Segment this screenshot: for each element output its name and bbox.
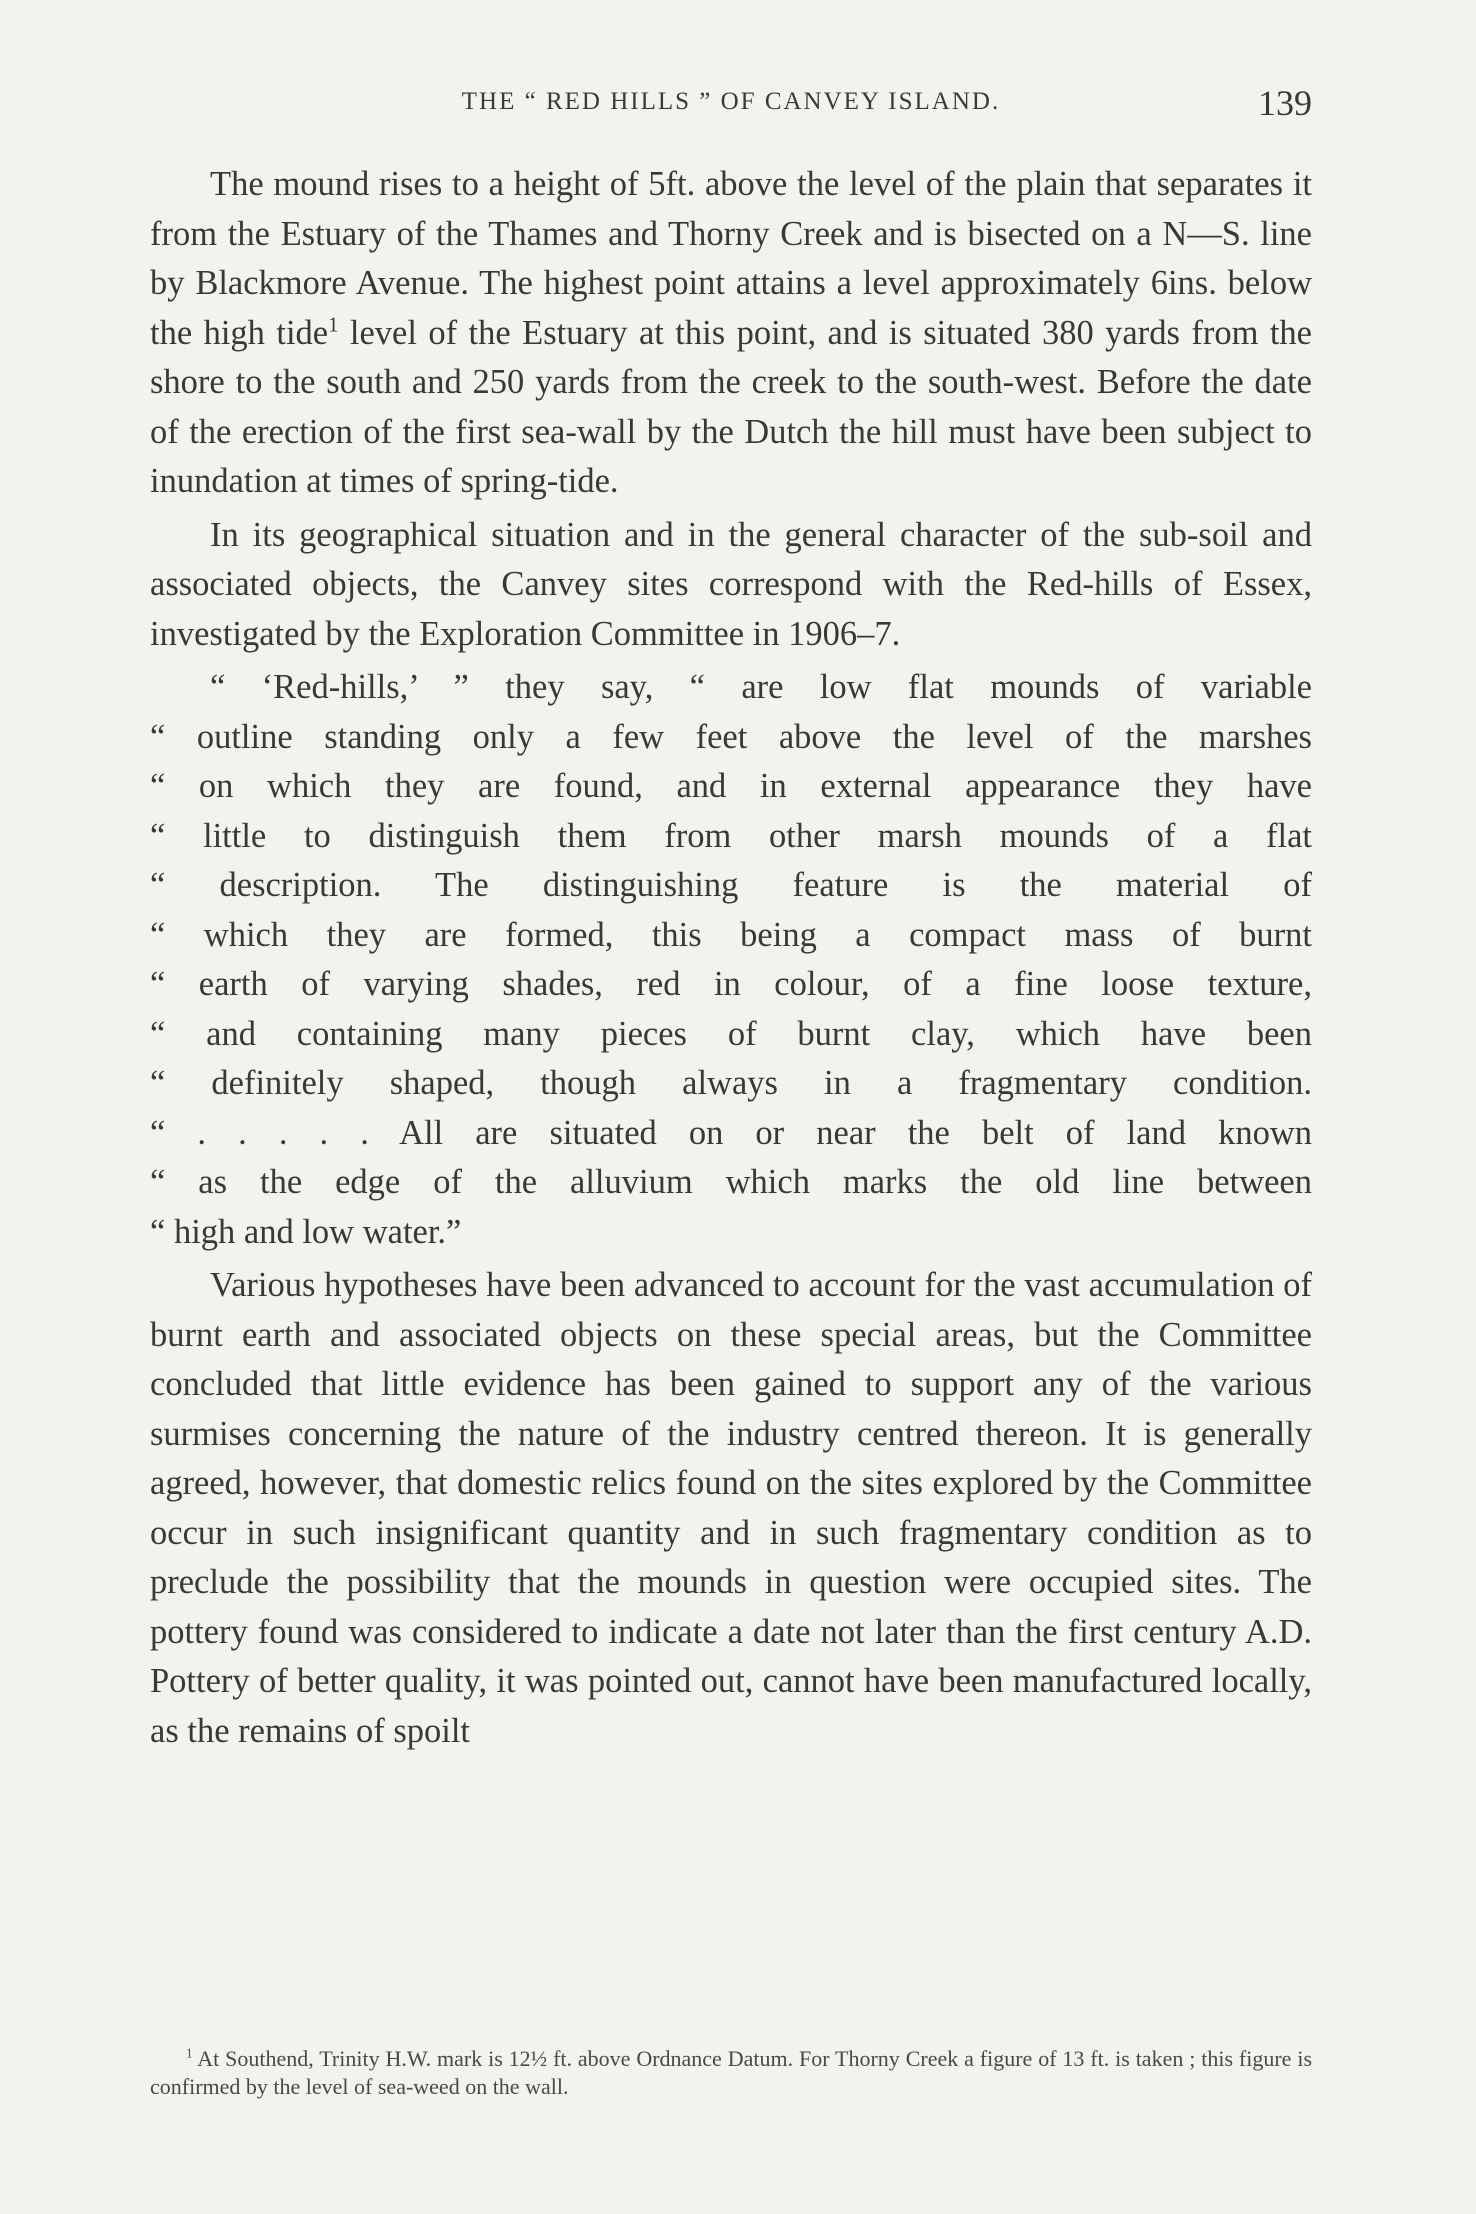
- footnotes: [150, 2045, 1312, 2101]
- quote-line: “ and containing many pieces of burnt clay, which have been: [150, 1014, 1312, 1053]
- footnote-text: At Southend, Trinity H.W. mark is 12½ ft. above Ordnance Datum. For Thorny Creek a figure of 13 ft. is taken ; this figure is confirmed by the level of sea-weed on the wall.: [150, 2046, 1312, 2099]
- quote-line: “ high and low water.”: [150, 1212, 462, 1251]
- quote-line: “ ‘Red-hills,’ ” they say, “ are low flat mounds of variable: [210, 668, 1312, 706]
- quote-line: “ little to distinguish them from other marsh mounds of a flat: [150, 816, 1312, 855]
- footnote-reference: 1: [328, 314, 339, 336]
- running-title: THE “ RED HILLS ” OF CANVEY ISLAND.: [461, 88, 1001, 115]
- quote-line: “ on which they are found, and in external appearance they have: [150, 767, 1312, 805]
- body-text: [150, 160, 1312, 1760]
- paragraph-geographical-situation: In its geographical situation and in the general character of the sub-soil and associated objects, the Canvey sites correspond with the Red-hills of Essex, investigated by the Exploration Committee in 1906–7.: [150, 515, 1312, 653]
- quote-line: “ as the edge of the alluvium which marks the old line between: [150, 1163, 1312, 1201]
- footnote-1: [150, 2045, 1312, 2101]
- paragraph-text: The mound rises to a height of 5ft. above the level of the plain that separates it from the Estuary of the Thames and Thorny Creek and is bisected on a N—S. line by Blackmore Avenue. The highest point attains a level approximately 6ins. below the high tide: [150, 165, 1312, 352]
- quote-line: “ definitely shaped, though always in a fragmentary condition.: [150, 1064, 1312, 1102]
- quote-line: “ earth of varying shades, red in colour, of a fine loose texture,: [150, 965, 1312, 1003]
- paragraph-text-continued: level of the Estuary at this point, and is situated 380 yards from the shore to the south and 250 yards from the creek to the south-west. Before the date of the erection of the first sea-wall by the Dutch the hill must have been subject to inundation at times of spring-tide.: [150, 313, 1312, 500]
- paragraph-hypotheses: Various hypotheses have been advanced to account for the vast accumulation of burnt earth and associated objects on these special areas, but the Committee concluded that little evidence has been gained to support any of the various surmises concerning the nature of the industry centred thereon. It is generally agreed, however, that domestic relics found on the sites explored by the Committee occur in such insignificant quantity and in such fragmentary condition as to preclude the possibility that the mounds in question were occupied sites. The pottery found was considered to indicate a date not later than the first century A.D. Pottery of better quality, it was pointed out, cannot have been manufactured locally, as the remains of spoilt: [150, 1266, 1312, 1750]
- paragraph-mound-description: [150, 160, 1312, 507]
- page-number: 139: [1258, 83, 1312, 123]
- page-header: [150, 82, 1312, 132]
- footnote-marker: 1: [186, 2045, 193, 2061]
- quote-line: “ which they are formed, this being a compact mass of burnt: [150, 915, 1312, 954]
- committee-quotation: [150, 663, 1312, 1257]
- quote-line: “ . . . . . All are situated on or near the belt of land known: [150, 1113, 1312, 1152]
- quote-line: “ description. The distinguishing feature is the material of: [150, 866, 1312, 904]
- quote-line: “ outline standing only a few feet above the level of the marshes: [150, 717, 1312, 756]
